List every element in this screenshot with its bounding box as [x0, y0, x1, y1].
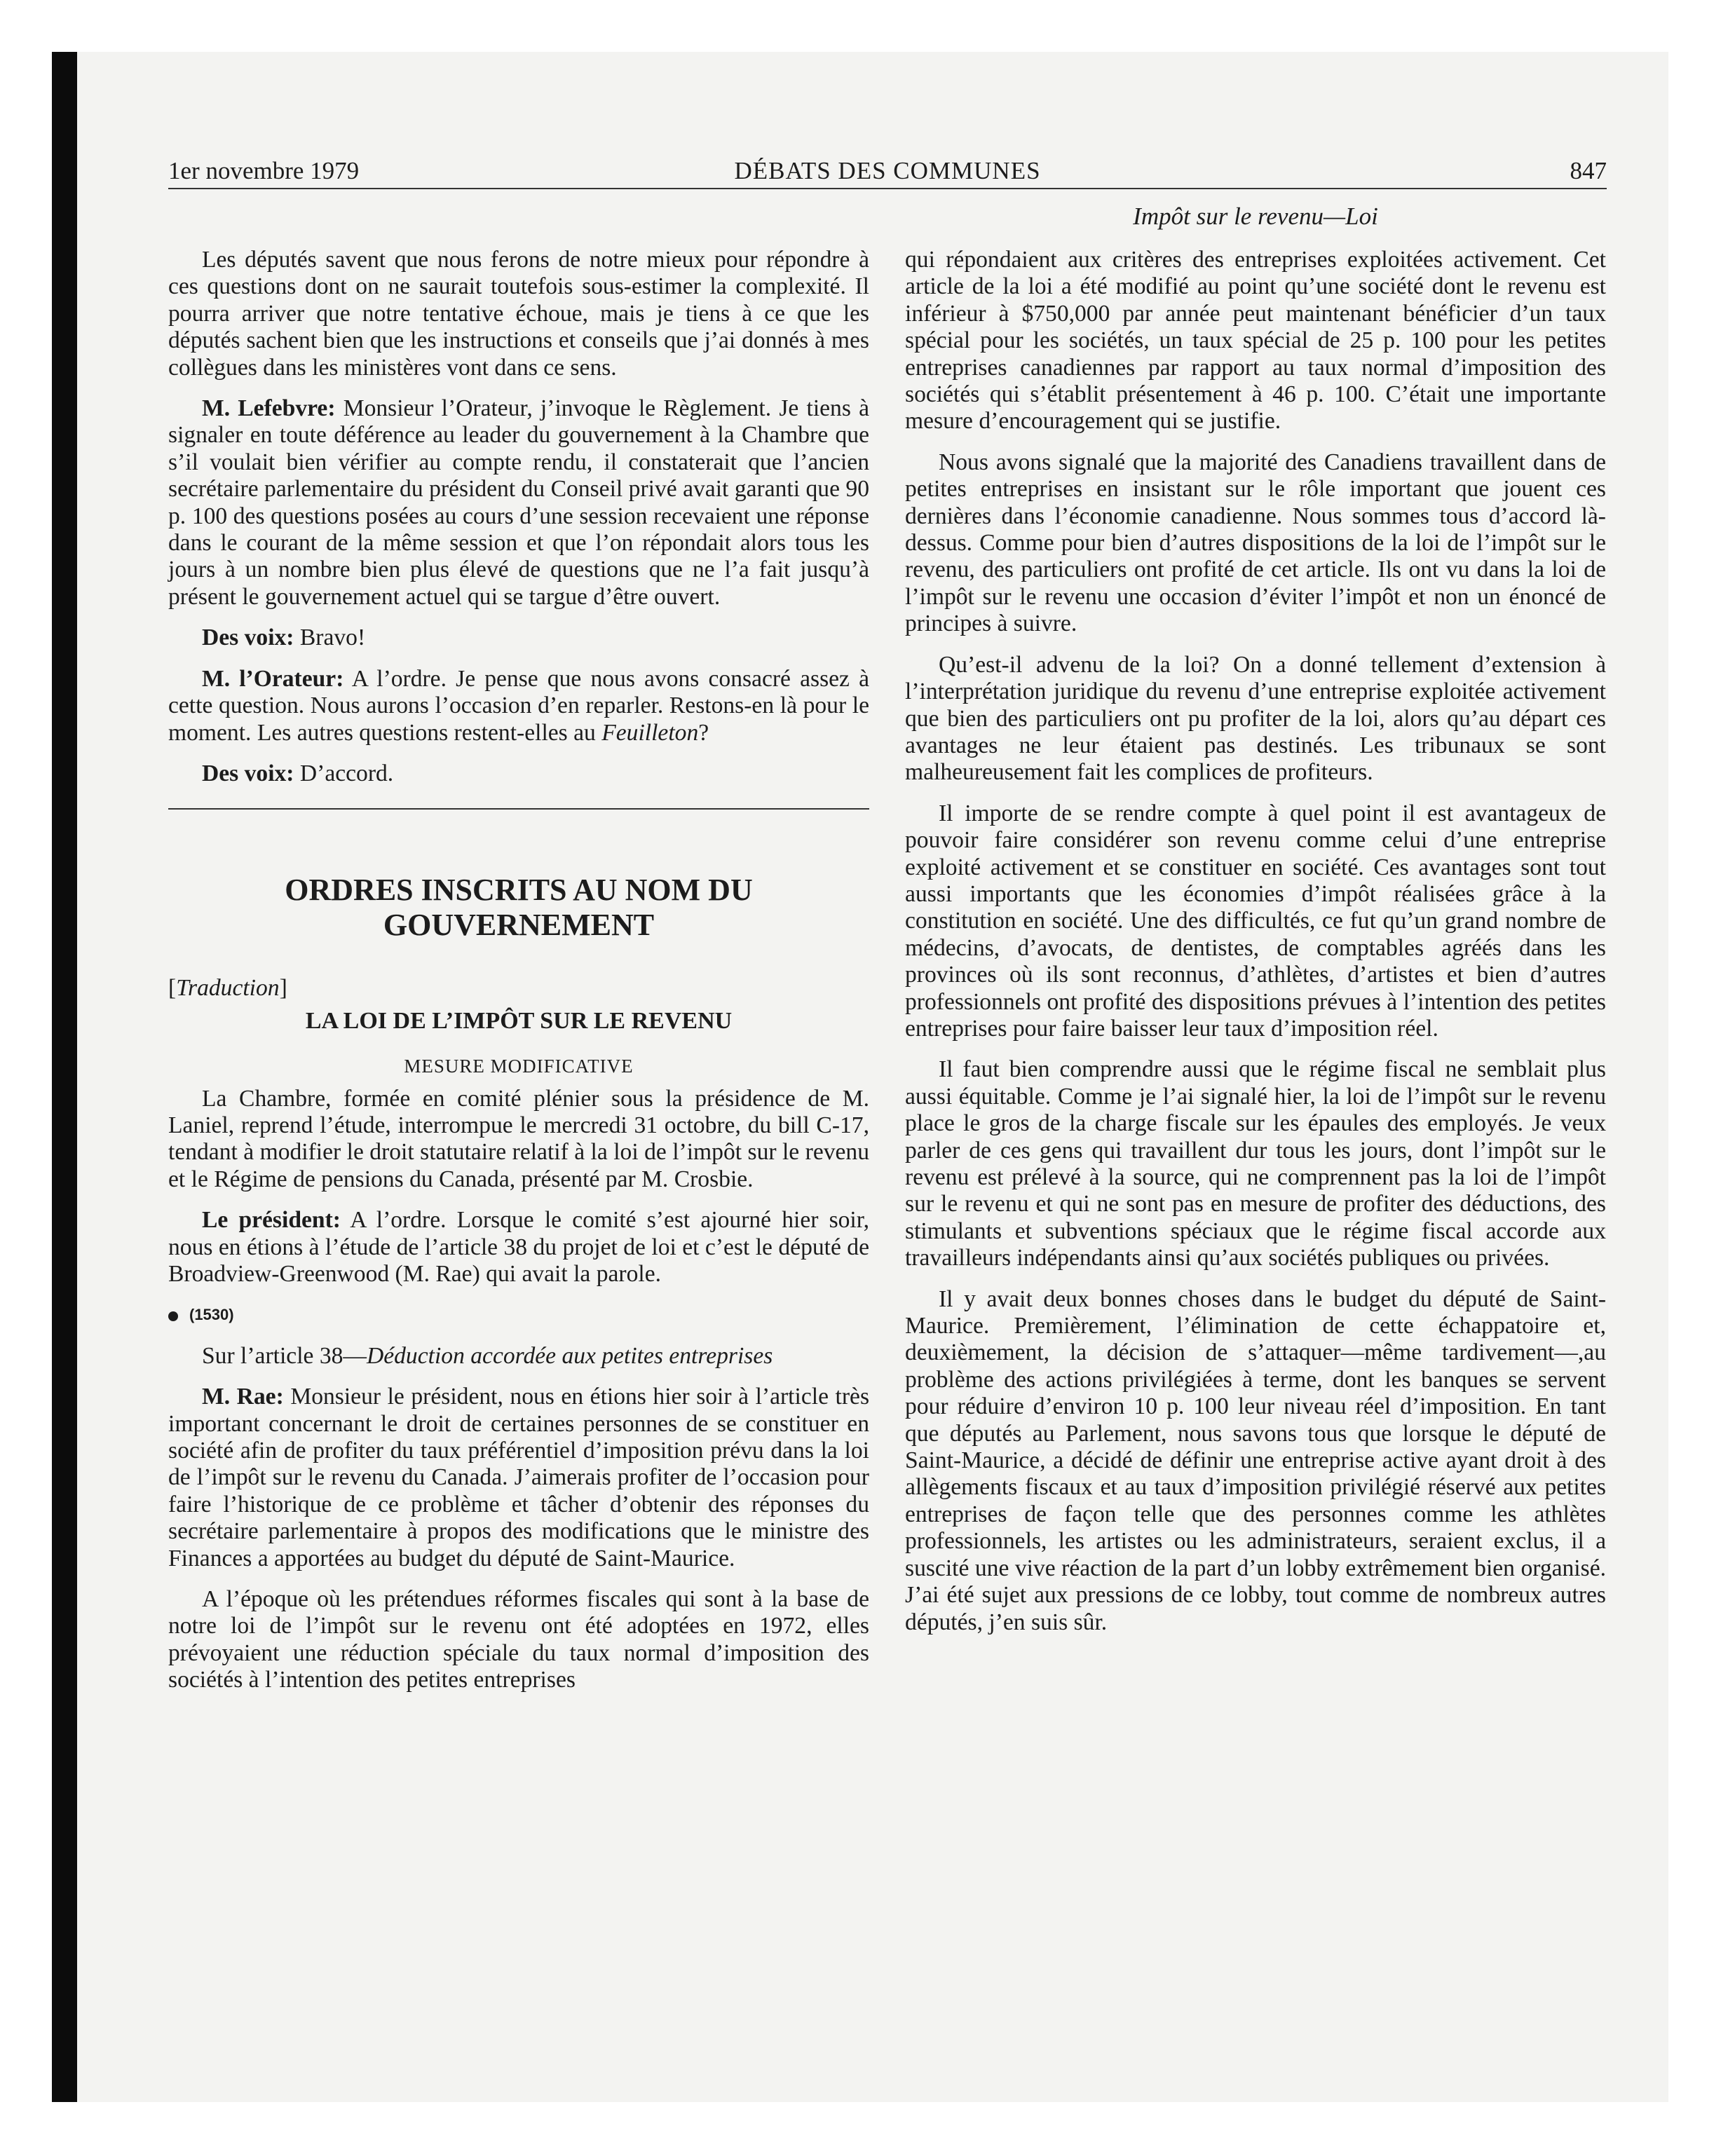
translation-tag: [Traduction] [168, 975, 287, 1002]
speech-text: Monsieur le président, nous en étions hier soir à l’article très important concernant le droit de certaines personnes de se constituer en société afin de profiter du taux préférentiel d’imposition prévu dans la loi de l’impôt sur le revenu du Canada. J’aimerais profiter de l’occasion pour faire l’historique de ce problème et tâcher d’obtenir des réponses du secrétaire parlementaire à propos des modifications que le ministre des Finances a apportées au budget du député de Saint-Maurice. [168, 1384, 870, 1571]
paragraph [168, 625, 869, 651]
paragraph: Qu’est-il advenu de la loi? On a donné tellement d’extension à l’interprétation juridique du revenu d’une entreprise exploitée activement que bien des particuliers ont pu profiter de la loi, alors qu’au départ ces avantages ne leur étaient pas destinés. Les tribunaux se sont malheureusement fait les complices de profiteurs. [905, 651, 1606, 786]
speaker-name: M. l’Orateur: [202, 665, 344, 692]
speech-text: A l’ordre. Lorsque le comité s’est ajourné hier soir, nous en étions à l’étude de l’article 38 du projet de loi et c’est le député de Broadview-Greenwood (M. Rae) qui avait la parole. [168, 1207, 869, 1287]
speech-text: Bravo! [294, 625, 366, 651]
section-rule [168, 808, 869, 810]
paragraph [168, 666, 869, 746]
timestamp-text: (1530) [189, 1306, 234, 1324]
speech-text: ? [698, 719, 709, 746]
paragraph [168, 395, 869, 610]
paragraph: A l’époque où les prétendues réformes fiscales qui sont à la base de notre loi de l’impôt sur le revenu ont été adoptées en 1972, elles prévoyaient une réduction spéciale du taux normal d’imposition des sociétés à l’intention des petites entreprises [168, 1586, 869, 1693]
speaker-name: M. Lefebvre: [202, 395, 336, 422]
paragraph: Les députés savent que nous ferons de notre mieux pour répondre à ces questions dont on ne saurait toutefois sous-estimer la complexité. Il pourra arriver que notre tentative échoue, mais je tiens à ce que les députés sachent bien que les instructions et conseils que j’ai donnés à mes collègues dans les ministères vont dans ce sens. [168, 247, 869, 381]
right-column [905, 247, 1606, 1636]
speaker-name: M. Rae: [202, 1384, 284, 1410]
article-title: Déduction accordée aux petites entreprises [366, 1342, 773, 1369]
speech-text: Monsieur l’Orateur, j’invoque le Règlement. Je tiens à signaler en toute déférence au leader du gouvernement à la Chambre que s’il voulait bien vérifier au compte rendu, il constaterait que l’ancien secrétaire parlementaire du président du Conseil privé avait garanti que 90 p. 100 des questions posées au cours d’une session recevaient une réponse dans le courant de la même session et que l’on répondait alors tous les jours à un nombre bien plus élevé de questions que ne l’a fait jusqu’à présent le gouvernement actuel qui se targue d’être ouvert. [168, 395, 870, 610]
page-number: 847 [1570, 157, 1607, 184]
paragraph: Nous avons signalé que la majorité des Canadiens travaillent dans de petites entreprises en insistant sur le rôle important que jouent ces dernières dans l’économie canadienne. Nous sommes tous d’accord là-dessus. Comme pour bien d’autres dispositions de la loi de l’impôt sur le revenu, des particuliers ont profité de cet article. Ils ont vu dans la loi de l’impôt sur le revenu une occasion d’éviter l’impôt et non un énoncé de principes à suivre. [905, 449, 1606, 637]
article-prefix: Sur l’article 38— [202, 1342, 367, 1369]
speaker-name: Des voix: [202, 760, 294, 786]
running-head: Impôt sur le revenu—Loi [1133, 203, 1378, 230]
paragraph [168, 760, 869, 787]
binding-edge [52, 52, 77, 2102]
translation-label: Traduction [176, 975, 280, 1002]
paragraph: Il y avait deux bonnes choses dans le budget du député de Saint-Maurice. Premièrement, l’élimination de cette échappatoire et, deuxièmement, la décision de s’attaquer—même tardivement—,au problème des actions privilégiées à terme, dont les banques se servent pour réduire d’environ 10 p. 100 leur niveau réel d’imposition. En tant que députés au Parlement, nous savons tous que lorsque le député de Saint-Maurice, a décidé de définir une entreprise active ayant droit à des allègements fiscaux et au taux d’imposition privilégié réservé aux petites entreprises de façon telle que des personnes comme les athlètes professionnels, les artistes ou les administrateurs, seraient exclus, il a suscité une vive réaction de la part d’un lobby extrêmement bien organisé. J’ai été sujet aux pressions de ce lobby, tout comme de nombreux autres députés, j’en suis sûr. [905, 1285, 1606, 1635]
header-title: DÉBATS DES COMMUNES [734, 157, 1041, 184]
speaker-name: Le président: [202, 1207, 341, 1234]
header-rule [168, 188, 1607, 189]
bullet-icon [168, 1311, 178, 1321]
speaker-name: Des voix: [202, 625, 294, 651]
paragraph: Il faut bien comprendre aussi que le régime fiscal ne semblait plus aussi équitable. Comme je l’ai signalé hier, la loi de l’impôt sur le revenu place le gros de la charge fiscale sur les épaules des employés. Je veux parler de ces gens qui travaillent dur tous les jours, dont l’impôt sur le revenu est prélevé à la source, qui ne comprennent pas la loi de l’impôt sur le revenu et qui ne sont pas en mesure de profiter des déductions, des stimulants et subventions spéciaux que le régime fiscal accorde aux travailleurs indépendants ainsi qu’aux sociétés publiques ou privées. [905, 1056, 1606, 1271]
paragraph [168, 1207, 869, 1288]
paragraph: La Chambre, formée en comité plénier sous la présidence de M. Laniel, reprend l’étude, interrompue le mercredi 31 octobre, du bill C-17, tendant à modifier le droit statutaire relatif à la loi de l’impôt sur le revenu et le Régime de pensions du Canada, présenté par M. Crosbie. [168, 1085, 869, 1192]
speech-text: D’accord. [294, 760, 394, 786]
article-heading [168, 1343, 869, 1370]
paragraph [168, 1384, 869, 1572]
speech-text: A l’ordre. Je pense que nous avons consacré assez à cette question. Nous aurons l’occasion d’en reparler. Restons-en là pour le moment. Les autres questions restent-elles au [168, 665, 869, 746]
section-title: ORDRES INSCRITS AU NOM DU GOUVERNEMENT [285, 873, 753, 943]
left-column [168, 247, 869, 1694]
paragraph: Il importe de se rendre compte à quel point il est avantageux de pouvoir faire considérer son revenu comme celui d’une entreprise exploité activement et se constituer en société. Ces avantages sont tout aussi importants que les économies d’impôt réalisées grâce à la constitution en société. Une des difficultés, ce fut qu’un grand nombre de médecins, d’avocats, de dentistes, de comptables agréés dans les provinces où ils sont reconnus, d’athlètes, d’artistes et bien d’autres professionnels ont profité des dispositions prévues à l’intention des petites entreprises pour faire baisser leur taux d’imposition réel. [905, 800, 1606, 1042]
bill-title: LA LOI DE L’IMPÔT SUR LE REVENU [305, 1007, 733, 1034]
bill-subtitle: MESURE MODIFICATIVE [404, 1056, 634, 1077]
header-date: 1er novembre 1979 [168, 157, 360, 184]
italic-term: Feuilleton [601, 719, 699, 746]
paragraph: qui répondaient aux critères des entreprises exploitées activement. Cet article de la loi a été modifié au point qu’une société dont le revenu est inférieur à $750,000 par année peut maintenant bénéficier d’un taux spécial pour les sociétés, un taux spécial de 25 p. 100 pour les petites entreprises canadiennes par rapport au taux normal d’imposition des sociétés qui s’établit présentement à 46 p. 100. C’était une importante mesure d’encouragement qui se justifie. [905, 247, 1606, 435]
page-header [168, 153, 1607, 188]
timestamp [168, 1302, 869, 1328]
